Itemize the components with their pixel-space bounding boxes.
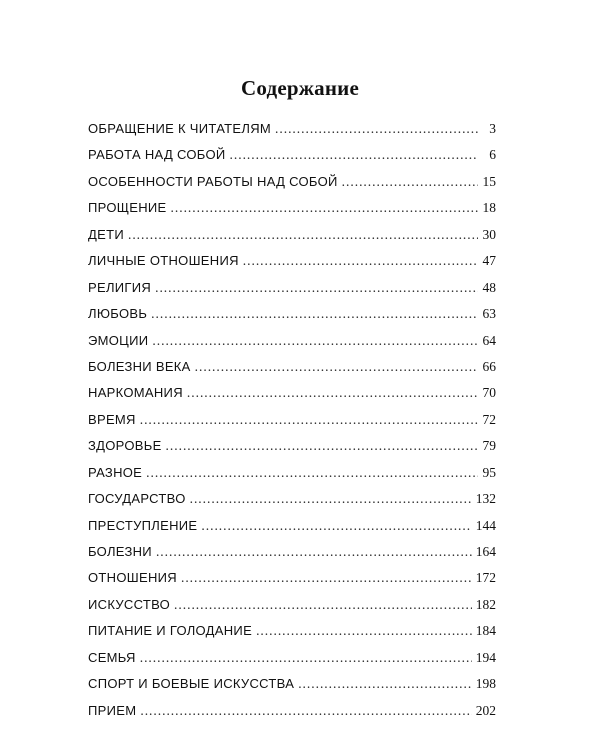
toc-leader-dots xyxy=(151,304,478,324)
toc-entry xyxy=(88,701,496,727)
toc-entry xyxy=(88,304,496,330)
table-of-contents xyxy=(88,119,496,727)
toc-entry-page: 132 xyxy=(475,491,496,507)
toc-leader-dots xyxy=(140,410,478,430)
toc-entry xyxy=(88,648,496,674)
toc-leader-dots xyxy=(128,225,478,245)
toc-entry xyxy=(88,621,496,647)
toc-entry-label: БОЛЕЗНИ xyxy=(88,544,152,559)
toc-leader-dots xyxy=(166,436,478,456)
toc-entry xyxy=(88,331,496,357)
toc-entry-label: РАБОТА НАД СОБОЙ xyxy=(88,147,226,163)
toc-leader-dots xyxy=(155,278,478,298)
toc-entry-label: ЗДОРОВЬЕ xyxy=(88,438,162,454)
page-title: Содержание xyxy=(241,76,359,100)
toc-entry xyxy=(88,568,496,594)
toc-leader-dots xyxy=(174,595,472,615)
toc-leader-dots xyxy=(230,145,478,165)
toc-entry xyxy=(88,383,496,409)
toc-entry xyxy=(88,172,496,198)
toc-leader-dots xyxy=(243,251,478,271)
toc-entry-label: СЕМЬЯ xyxy=(88,649,136,665)
toc-entry-label: ПРОЩЕНИЕ xyxy=(88,200,167,216)
toc-entry xyxy=(88,225,496,251)
toc-entry-label: ОТНОШЕНИЯ xyxy=(88,570,177,586)
toc-entry-page: 164 xyxy=(475,544,496,559)
toc-entry xyxy=(88,278,496,304)
toc-entry-label: ДЕТИ xyxy=(88,226,124,242)
toc-entry-label: ПРЕСТУПЛЕНИЕ xyxy=(88,517,198,533)
toc-entry-page: 47 xyxy=(482,253,496,269)
toc-entry-page: 184 xyxy=(475,623,496,639)
toc-entry-label: БОЛЕЗНИ ВЕКА xyxy=(88,358,191,374)
toc-leader-dots xyxy=(187,383,478,403)
toc-entry-page: 182 xyxy=(475,596,496,612)
toc-leader-dots xyxy=(275,119,478,139)
toc-entry-label: ПИТАНИЕ И ГОЛОДАНИЕ xyxy=(88,623,253,639)
toc-leader-dots xyxy=(342,172,478,192)
toc-entry-page: 18 xyxy=(482,200,496,216)
toc-entry-label: ИСКУССТВО xyxy=(88,596,171,612)
toc-leader-dots xyxy=(156,542,472,562)
toc-entry-page: 6 xyxy=(489,147,496,163)
toc-entry xyxy=(88,145,496,171)
toc-entry-label: НАРКОМАНИЯ xyxy=(88,385,183,401)
toc-leader-dots xyxy=(152,331,478,351)
toc-entry-label: ВРЕМЯ xyxy=(88,411,136,427)
toc-entry xyxy=(88,119,496,145)
toc-leader-dots xyxy=(195,357,478,377)
toc-leader-dots xyxy=(181,568,472,588)
toc-entry-label: ЛЮБОВЬ xyxy=(88,306,148,322)
toc-entry-label: ОСОБЕННОСТИ РАБОТЫ НАД СОБОЙ xyxy=(88,173,338,189)
toc-entry-page: 202 xyxy=(475,702,496,718)
toc-entry-label: ЭМОЦИИ xyxy=(88,332,149,348)
toc-leader-dots xyxy=(140,701,471,721)
toc-entry-label: СПОРТ И БОЕВЫЕ ИСКУССТВА xyxy=(88,676,295,692)
toc-entry xyxy=(88,489,496,515)
toc-entry xyxy=(88,436,496,462)
toc-entry xyxy=(88,674,496,700)
toc-leader-dots xyxy=(298,674,472,694)
toc-entry xyxy=(88,198,496,224)
toc-entry-page: 95 xyxy=(482,464,496,480)
toc-entry-label: ОБРАЩЕНИЕ К ЧИТАТЕЛЯМ xyxy=(88,121,272,136)
toc-entry xyxy=(88,595,496,621)
toc-entry-page: 15 xyxy=(482,173,496,189)
toc-leader-dots xyxy=(146,463,478,483)
toc-entry-page: 3 xyxy=(489,121,496,136)
toc-entry-page: 66 xyxy=(482,358,496,374)
toc-entry-page: 64 xyxy=(482,332,496,348)
toc-entry xyxy=(88,463,496,489)
toc-entry-page: 79 xyxy=(482,438,496,454)
toc-entry xyxy=(88,357,496,383)
toc-leader-dots xyxy=(140,648,472,668)
toc-entry-page: 198 xyxy=(475,676,496,692)
toc-leader-dots xyxy=(190,489,472,509)
toc-entry-page: 72 xyxy=(482,411,496,427)
toc-leader-dots xyxy=(171,198,478,218)
toc-entry-label: РЕЛИГИЯ xyxy=(88,279,152,295)
toc-leader-dots xyxy=(201,516,471,536)
toc-entry-page: 48 xyxy=(482,279,496,295)
toc-entry-page: 144 xyxy=(475,517,496,533)
toc-entry xyxy=(88,410,496,436)
toc-entry-page: 63 xyxy=(482,306,496,322)
toc-entry-label: ЛИЧНЫЕ ОТНОШЕНИЯ xyxy=(88,253,239,269)
toc-entry-page: 172 xyxy=(475,570,496,586)
toc-entry xyxy=(88,542,496,568)
toc-leader-dots xyxy=(256,621,472,641)
toc-entry-label: РАЗНОЕ xyxy=(88,464,143,480)
toc-entry-label: ГОСУДАРСТВО xyxy=(88,491,186,507)
toc-entry-page: 194 xyxy=(475,649,496,665)
toc-entry xyxy=(88,251,496,277)
toc-entry-page: 30 xyxy=(482,226,496,242)
toc-entry-label: ПРИЕМ xyxy=(88,702,137,718)
toc-entry xyxy=(88,516,496,542)
toc-entry-page: 70 xyxy=(482,385,496,401)
